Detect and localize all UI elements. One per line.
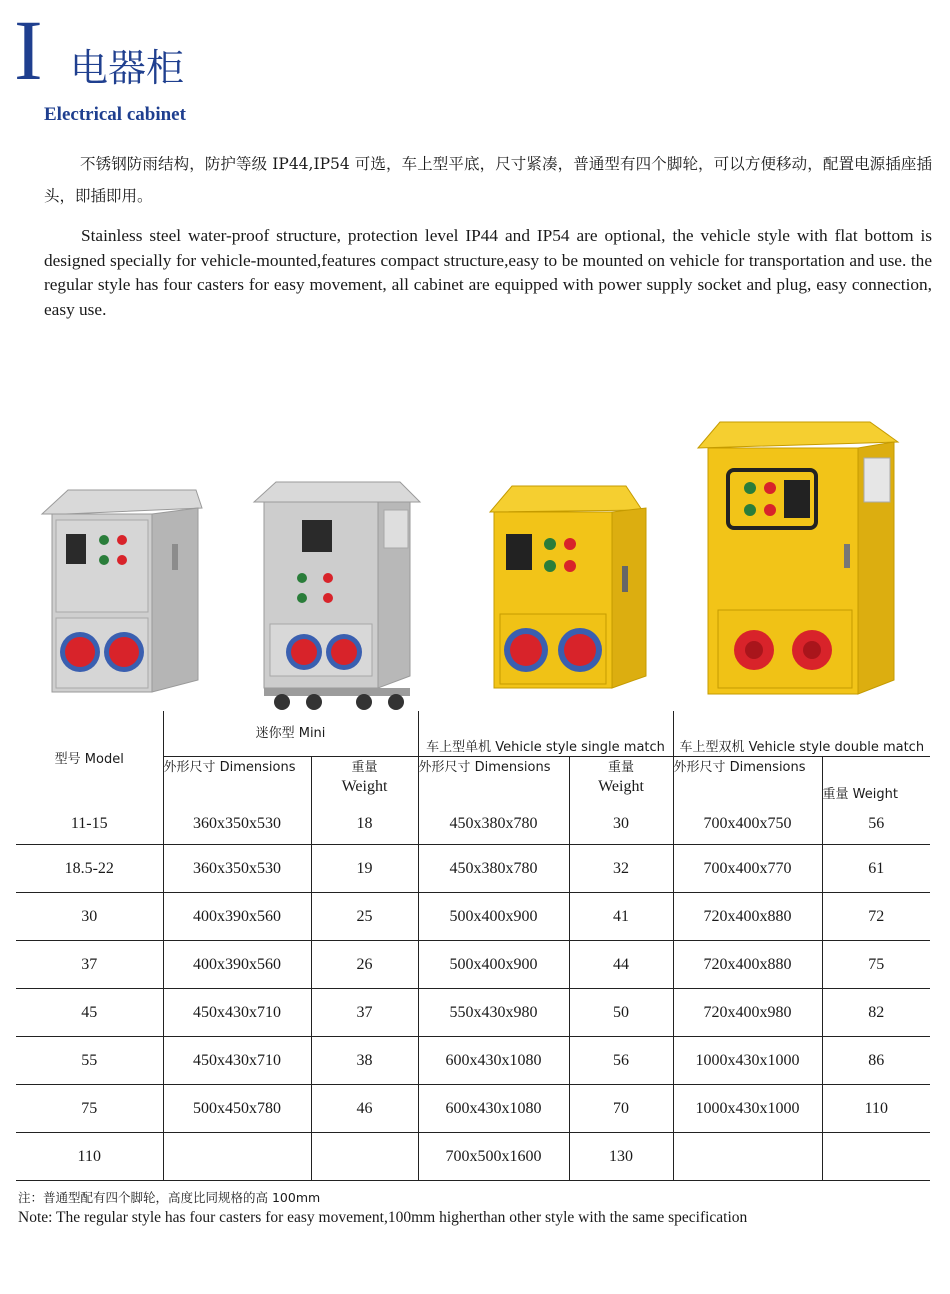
note-en: Note: The regular style has four casters for easy movement,100mm higherthan other style with the same specification bbox=[18, 1209, 748, 1226]
table-cell: 75 bbox=[16, 1085, 163, 1133]
table-cell: 32 bbox=[569, 845, 673, 893]
table-cell: 26 bbox=[311, 941, 418, 989]
header-double: 车上型双机 Vehicle style double match bbox=[673, 711, 930, 756]
table-cell: 130 bbox=[569, 1133, 673, 1181]
table-row bbox=[16, 1133, 930, 1181]
table-cell: 19 bbox=[311, 845, 418, 893]
footnotes bbox=[18, 1188, 918, 1228]
table-cell: 56 bbox=[822, 804, 930, 845]
table-cell bbox=[163, 1133, 311, 1181]
product-photos bbox=[30, 410, 910, 710]
table-cell: 400x390x560 bbox=[163, 941, 311, 989]
table-cell: 45 bbox=[16, 989, 163, 1037]
table-row bbox=[16, 941, 930, 989]
table-cell: 450x430x710 bbox=[163, 1037, 311, 1085]
table-cell: 1000x430x1000 bbox=[673, 1085, 822, 1133]
table-cell: 360x350x530 bbox=[163, 845, 311, 893]
section-number: I bbox=[14, 2, 43, 98]
table-cell: 600x430x1080 bbox=[418, 1085, 569, 1133]
cabinet-photo-steel-mini bbox=[38, 484, 208, 698]
table-cell: 500x400x900 bbox=[418, 893, 569, 941]
table-cell: 720x400x880 bbox=[673, 893, 822, 941]
subheader-dimensions: 外形尺寸 Dimensions bbox=[673, 756, 822, 804]
table-cell: 600x430x1080 bbox=[418, 1037, 569, 1085]
table-cell: 37 bbox=[311, 989, 418, 1037]
table-cell: 450x380x780 bbox=[418, 804, 569, 845]
table-cell: 18.5-22 bbox=[16, 845, 163, 893]
table-row bbox=[16, 893, 930, 941]
table-cell: 720x400x980 bbox=[673, 989, 822, 1037]
table-cell: 82 bbox=[822, 989, 930, 1037]
table-cell: 400x390x560 bbox=[163, 893, 311, 941]
subheader-dimensions: 外形尺寸 Dimensions bbox=[418, 756, 569, 804]
table-cell: 70 bbox=[569, 1085, 673, 1133]
table-cell: 25 bbox=[311, 893, 418, 941]
spec-table bbox=[16, 711, 930, 1181]
table-cell bbox=[311, 1133, 418, 1181]
table-cell: 450x430x710 bbox=[163, 989, 311, 1037]
table-cell: 11-15 bbox=[16, 804, 163, 845]
table-cell: 41 bbox=[569, 893, 673, 941]
table-cell: 55 bbox=[16, 1037, 163, 1085]
table-cell: 46 bbox=[311, 1085, 418, 1133]
table-cell: 700x400x770 bbox=[673, 845, 822, 893]
table-cell: 86 bbox=[822, 1037, 930, 1085]
table-cell: 30 bbox=[16, 893, 163, 941]
subheader-dimensions: 外形尺寸 Dimensions bbox=[163, 756, 311, 804]
table-cell: 500x400x900 bbox=[418, 941, 569, 989]
table-row bbox=[16, 1037, 930, 1085]
header-single: 车上型单机 Vehicle style single match bbox=[418, 711, 673, 756]
table-row bbox=[16, 1085, 930, 1133]
table-cell: 550x430x980 bbox=[418, 989, 569, 1037]
table-cell: 61 bbox=[822, 845, 930, 893]
subheader-weight: 重量 Weight bbox=[311, 756, 418, 804]
section-title-en: Electrical cabinet bbox=[44, 104, 186, 125]
description-cn: 不锈钢防雨结构，防护等级 IP44,IP54 可选，车上型平底，尺寸紧凑，普通型有四个脚轮，可以方便移动，配置电源插座插头，即插即用。 bbox=[44, 155, 932, 205]
table-cell: 30 bbox=[569, 804, 673, 845]
note-cn: 注：普通型配有四个脚轮，高度比同规格的高 100mm bbox=[18, 1190, 321, 1205]
table-cell: 50 bbox=[569, 989, 673, 1037]
table-row bbox=[16, 989, 930, 1037]
cabinet-photo-yellow-single bbox=[486, 482, 666, 694]
table-cell: 44 bbox=[569, 941, 673, 989]
table-cell: 56 bbox=[569, 1037, 673, 1085]
header-model: 型号 Model bbox=[16, 711, 163, 804]
table-cell: 720x400x880 bbox=[673, 941, 822, 989]
cabinet-photo-steel-casters bbox=[252, 480, 422, 712]
table-cell: 360x350x530 bbox=[163, 804, 311, 845]
table-cell bbox=[673, 1133, 822, 1181]
section-title-cn: 电器柜 bbox=[70, 46, 185, 90]
subheader-weight: 重量 Weight bbox=[822, 787, 898, 802]
table-cell: 72 bbox=[822, 893, 930, 941]
table-cell: 450x380x780 bbox=[418, 845, 569, 893]
table-cell bbox=[822, 1133, 930, 1181]
table-cell: 700x500x1600 bbox=[418, 1133, 569, 1181]
table-cell: 1000x430x1000 bbox=[673, 1037, 822, 1085]
table-row bbox=[16, 804, 930, 845]
table-cell: 700x400x750 bbox=[673, 804, 822, 845]
table-cell: 110 bbox=[16, 1133, 163, 1181]
table-cell: 500x450x780 bbox=[163, 1085, 311, 1133]
cabinet-photo-yellow-double bbox=[694, 418, 904, 698]
table-cell: 18 bbox=[311, 804, 418, 845]
subheader-weight: 重量 Weight bbox=[569, 756, 673, 804]
header-mini: 迷你型 Mini bbox=[163, 711, 418, 756]
table-cell: 37 bbox=[16, 941, 163, 989]
description-en: Stainless steel water-proof structure, protection level IP44 and IP54 are optional, the vehicle style with flat bottom is designed specially for vehicle-mounted,features compact structure,easy to be mounted on vehicle for transportation and use. the regular style has four casters for easy movement, all cabinet are equipped with power supply socket and plug, easy connection, easy use. bbox=[44, 226, 932, 319]
table-cell: 110 bbox=[822, 1085, 930, 1133]
table-row bbox=[16, 845, 930, 893]
table-cell: 75 bbox=[822, 941, 930, 989]
table-cell: 38 bbox=[311, 1037, 418, 1085]
